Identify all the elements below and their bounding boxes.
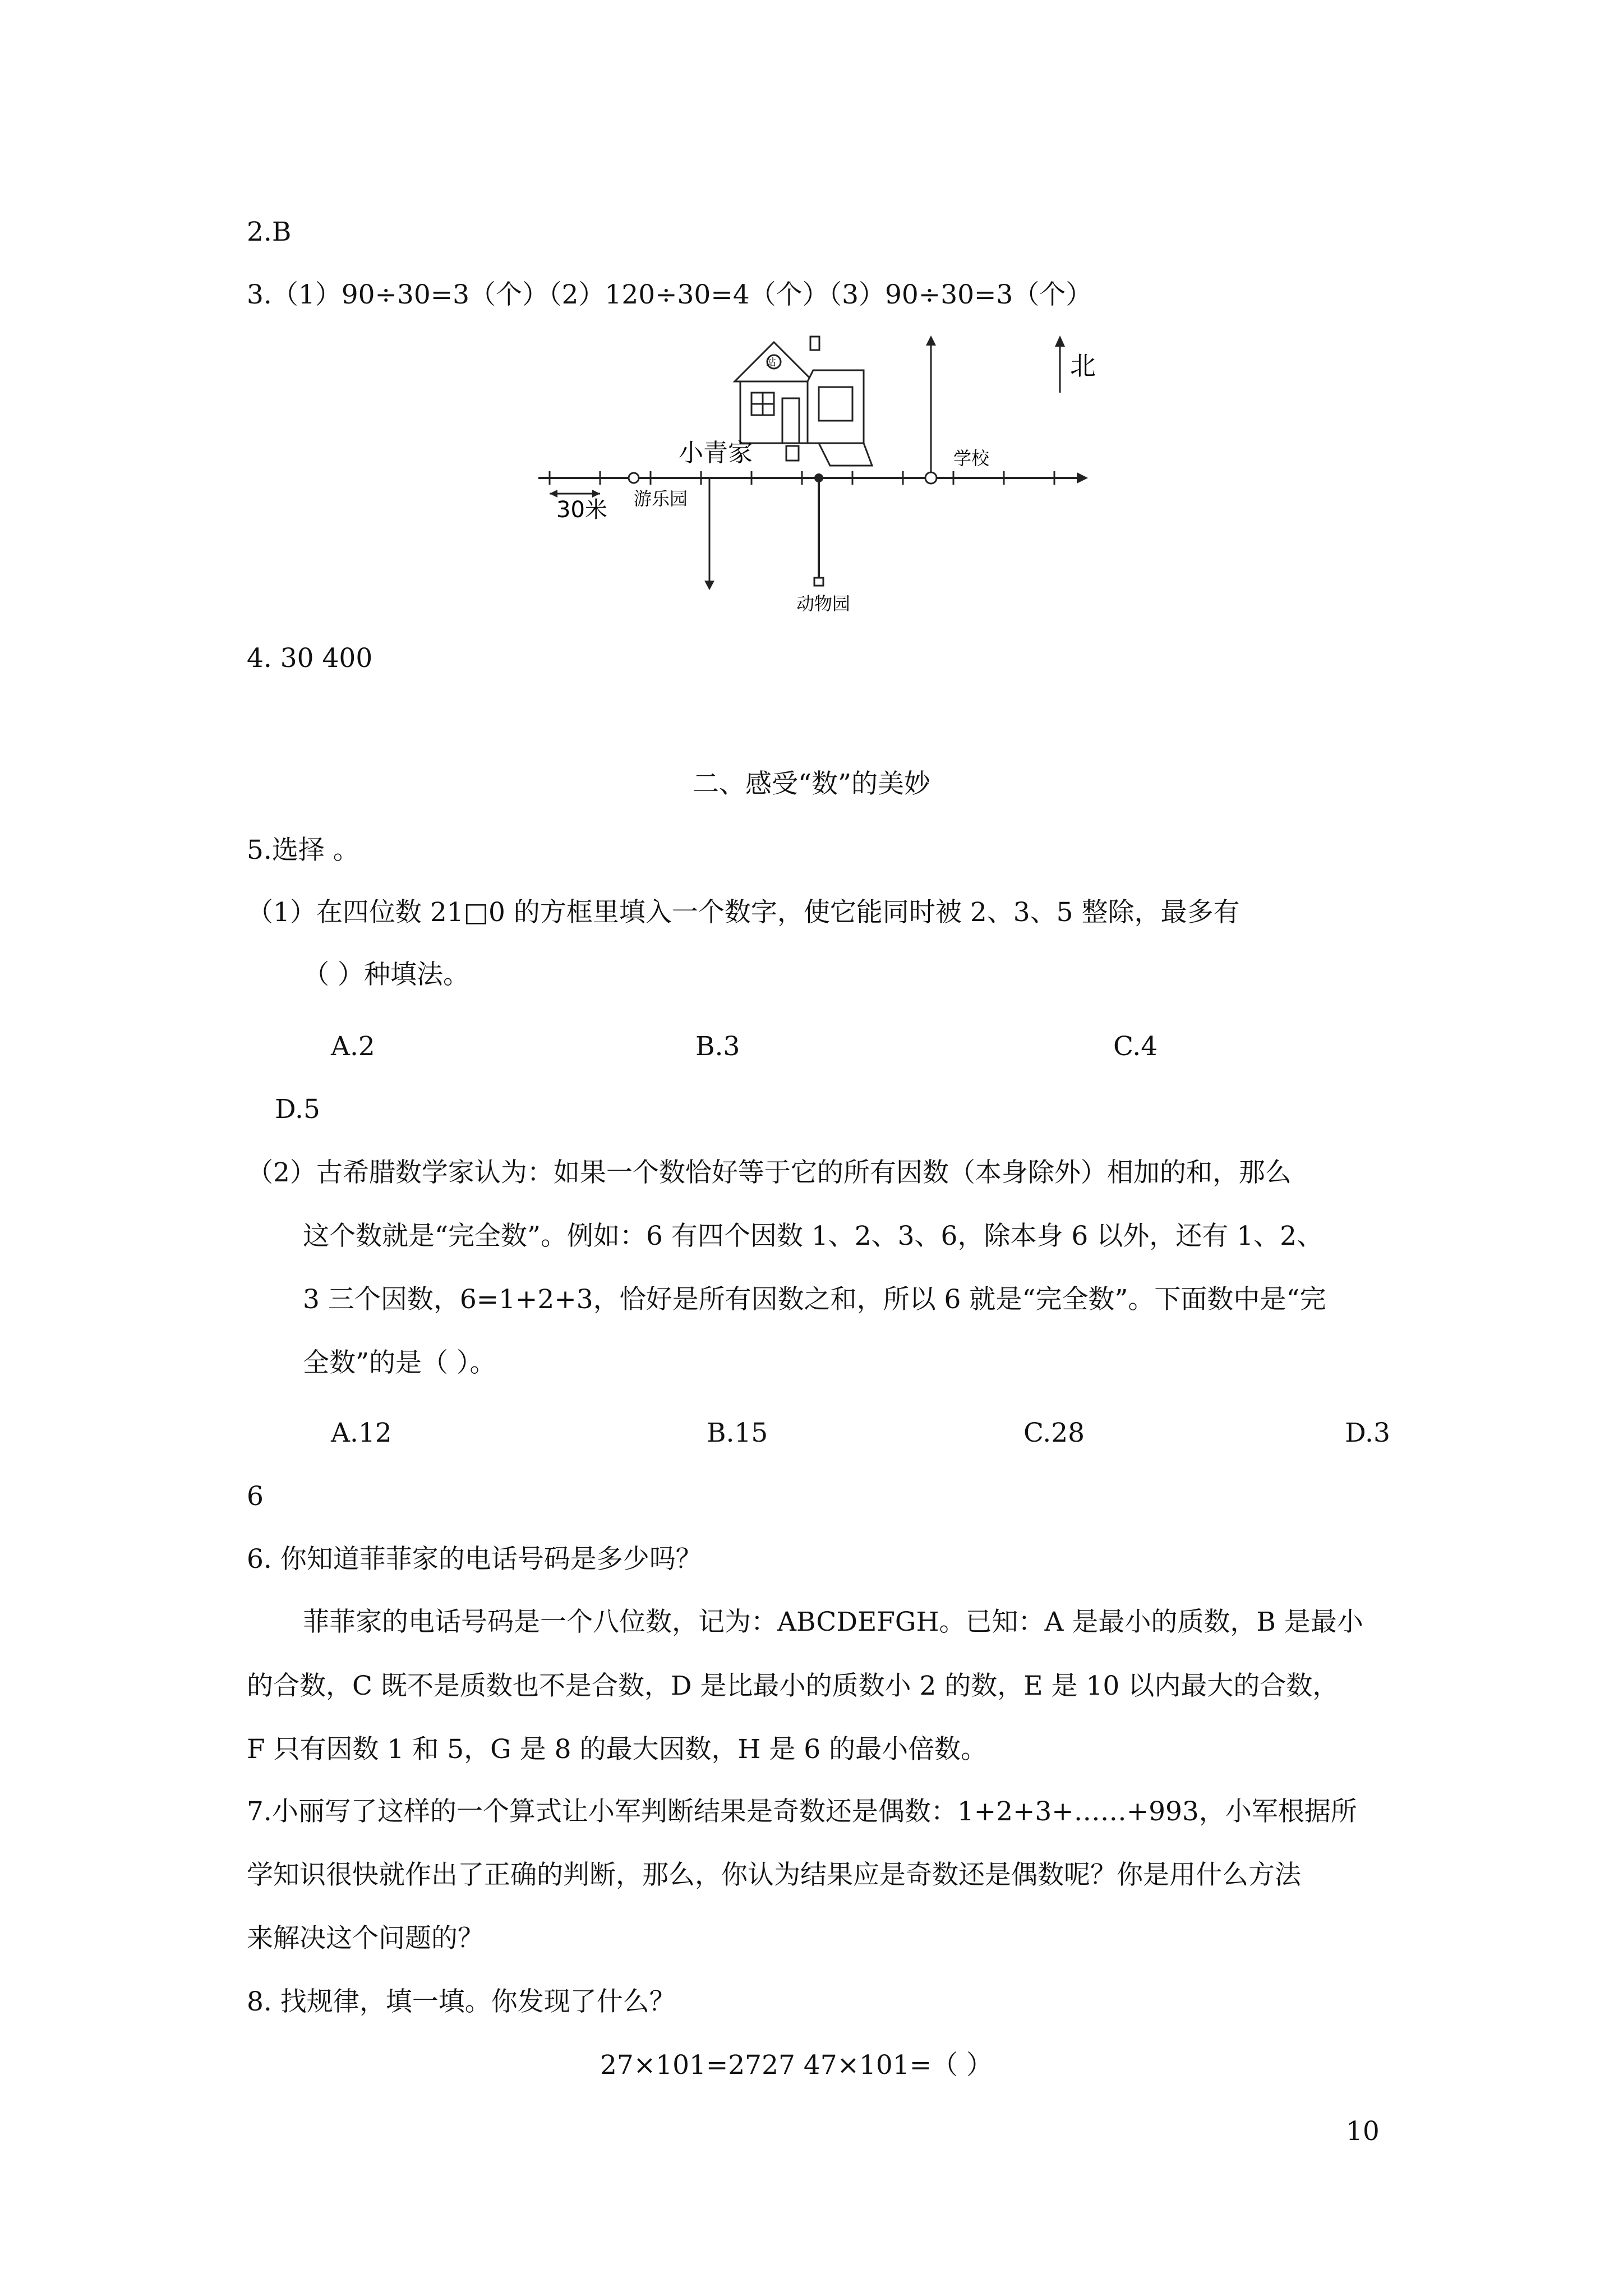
q5-part2-line1: （2）古希腊数学家认为：如果一个数恰好等于它的所有因数（本身除外）相加的和，那么 — [247, 1157, 1292, 1188]
q7-line1: 7.小丽写了这样的一个算式让小军判断结果是奇数还是偶数：1+2+3+……+993，小军根据所 — [247, 1796, 1357, 1827]
zoo-label: 动物园 — [796, 593, 851, 614]
q5-part2-line2: 这个数就是“完全数”。例如：6 有四个因数 1、2、3、6，除本身 6 以外，还有 1、2、 — [303, 1221, 1323, 1251]
park-marker — [629, 473, 639, 483]
q5-part2-option-b: B.15 — [707, 1418, 768, 1448]
school-label: 学校 — [953, 448, 990, 469]
q5-part2-option-c: C.28 — [1023, 1418, 1085, 1448]
scale-label: 30米 — [556, 497, 607, 523]
page-number: 10 — [1346, 2116, 1380, 2147]
north-label: 北 — [1070, 351, 1096, 381]
q8-title: 8. 找规律，填一填。你发现了什么？ — [247, 1986, 676, 2017]
answer-4: 4. 30 400 — [247, 643, 373, 674]
q5-part2-line3: 3 三个因数，6=1+2+3，恰好是所有因数之和，所以 6 就是“完全数”。下面数中是“完 — [303, 1284, 1326, 1315]
q5-header: 5.选择 。 — [247, 835, 359, 866]
house-sign-text: 站 — [766, 357, 776, 369]
q7-line2: 学知识很快就作出了正确的判断，那么，你认为结果应是奇数还是偶数呢？你是用什么方法 — [247, 1860, 1301, 1890]
q5-part1-option-c: C.4 — [1113, 1031, 1158, 1062]
q5-part1-option-d: D.5 — [275, 1094, 320, 1125]
park-label: 游乐园 — [634, 488, 688, 509]
q6-line2: 的合数，C 既不是质数也不是合数，D 是比最小的质数小 2 的数，E 是 10 以内最大的合数， — [247, 1671, 1339, 1701]
q5-part2-option-d: D.3 — [1345, 1418, 1390, 1448]
q6-title: 6. 你知道菲菲家的电话号码是多少吗？ — [247, 1544, 702, 1575]
home-label: 小青家 — [679, 439, 753, 467]
answer-2: 2.B — [247, 217, 292, 247]
q5-part2-option-a: A.12 — [331, 1418, 392, 1448]
q5-part1-line2: （ ）种填法。 — [303, 959, 469, 990]
q5-part2-line4: 全数”的是（ ）。 — [303, 1347, 496, 1378]
q5-part1-line1: （1）在四位数 21□0 的方框里填入一个数字，使它能同时被 2、3、5 整除，最多有 — [247, 897, 1240, 928]
q8-equation: 27×101=2727 47×101=（ ） — [600, 2050, 993, 2081]
q5-part2-wrap: 6 — [247, 1481, 264, 1512]
q6-line1: 菲菲家的电话号码是一个八位数，记为：ABCDEFGH。已知：A 是最小的质数，B 是最小 — [303, 1607, 1363, 1637]
house-icon — [735, 337, 872, 466]
location-map-diagram — [527, 331, 1099, 617]
school-marker — [925, 472, 937, 484]
q5-part1-option-a: A.2 — [331, 1031, 375, 1062]
answer-3: 3.（1）90÷30=3（个）（2）120÷30=4（个）（3）90÷30=3（个） — [247, 279, 1092, 310]
q5-part1-option-b: B.3 — [695, 1031, 740, 1062]
q6-line3: F 只有因数 1 和 5，G 是 8 的最大因数，H 是 6 的最小倍数。 — [247, 1734, 988, 1765]
q7-line3: 来解决这个问题的？ — [247, 1923, 484, 1954]
section-title: 二、感受“数”的美妙 — [692, 769, 931, 799]
